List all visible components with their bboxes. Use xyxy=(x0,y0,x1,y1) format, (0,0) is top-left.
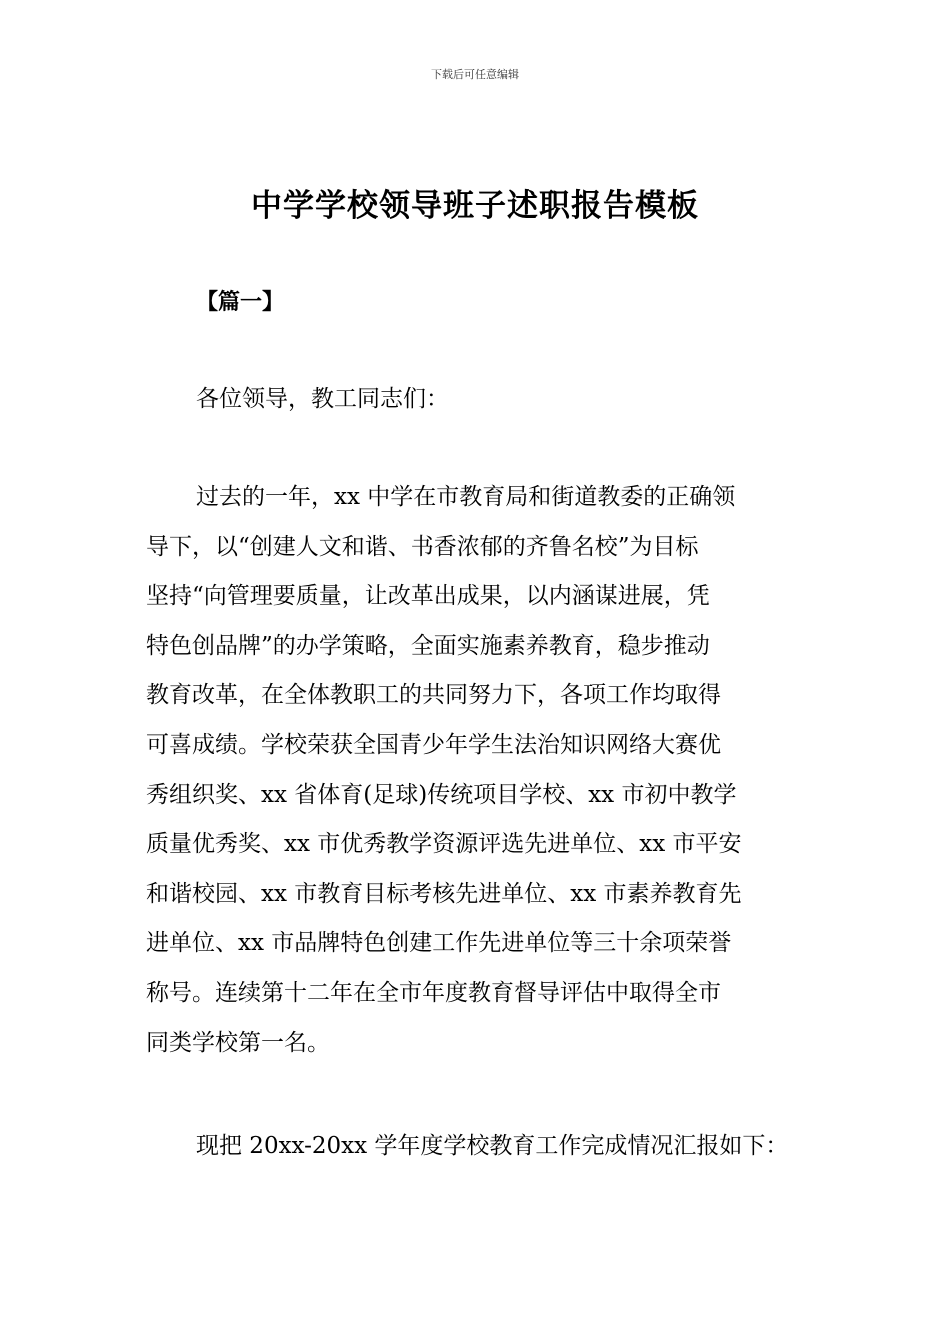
paragraph-line: 进单位、xx 市品牌特色创建工作先进单位等三十余项荣誉 xyxy=(146,930,732,957)
salutation: 各位领导，教工同志们： xyxy=(196,386,449,412)
paragraph-line: 质量优秀奖、xx 市优秀教学资源评选先进单位、xx 市平安 xyxy=(146,831,742,858)
paragraph-line: 和谐校园、xx 市教育目标考核先进单位、xx 市素养教育先 xyxy=(146,880,742,907)
paragraph-line: 特色创品牌”的办学策略，全面实施素养教育，稳步推动 xyxy=(146,632,710,659)
paragraph-line: 坚持“向管理要质量，让改革出成果，以内涵谋进展，凭 xyxy=(146,583,710,610)
document-title: 中学学校领导班子述职报告模板 xyxy=(251,188,699,224)
closing-line: 现把 20xx-20xx 学年度学校教育工作完成情况汇报如下： xyxy=(196,1133,789,1159)
paragraph-line: 同类学校第一名。 xyxy=(146,1029,330,1056)
paragraph-line: 可喜成绩。学校荣获全国青少年学生法治知识网络大赛优 xyxy=(146,731,721,758)
paragraph-line: 导下，以“创建人文和谐、书香浓郁的齐鲁名校”为目标 xyxy=(146,533,699,560)
paragraph-line: 教育改革，在全体教职工的共同努力下，各项工作均取得 xyxy=(146,682,721,709)
paragraph-line: 秀组织奖、xx 省体育(足球)传统项目学校、xx 市初中教学 xyxy=(146,781,737,808)
body-paragraph xyxy=(146,481,816,1076)
paragraph-line: 称号。连续第十二年在全市年度教育督导评估中取得全市 xyxy=(146,979,721,1006)
paragraph-line: 过去的一年，xx 中学在市教育局和街道教委的正确领 xyxy=(196,484,736,510)
section-label: 【篇一】 xyxy=(196,290,285,315)
header-note: 下载后可任意编辑 xyxy=(431,68,519,81)
